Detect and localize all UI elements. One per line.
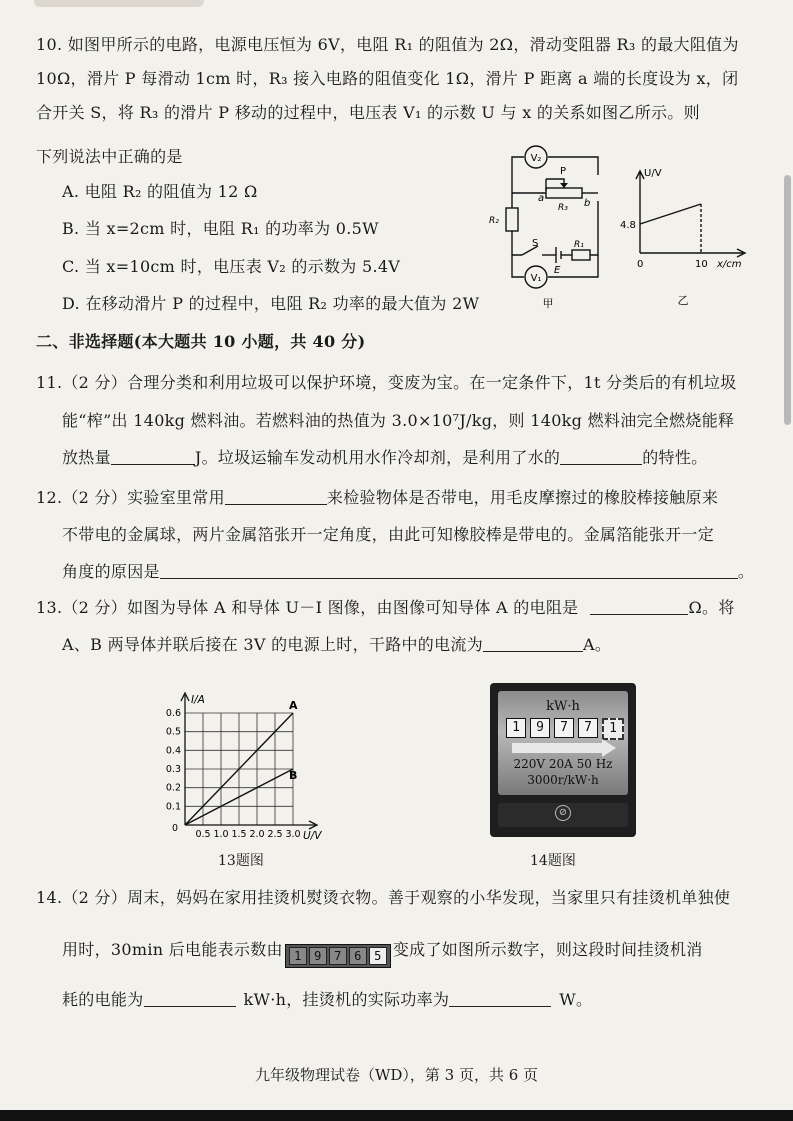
q13-line1 — [36, 598, 735, 618]
meter-spec-constant: 3000r/kW·h — [527, 773, 599, 787]
circuit-caption: 甲 — [542, 297, 554, 310]
q14-line2 — [62, 940, 703, 968]
q14-figure-caption: 14题图 — [530, 853, 576, 869]
screw-icon: ⊘ — [555, 805, 571, 821]
q10-option-a: A. 电阻 R₂ 的阻值为 12 Ω — [62, 182, 258, 201]
q14-text-a: 用时，30min 后电能表示数由 — [62, 940, 283, 959]
q11-blank-property[interactable] — [560, 448, 642, 465]
inline-digit: 9 — [309, 947, 327, 965]
q12-text-b: 来检验物体是否带电，用毛皮摩擦过的橡胶棒接触原来 — [326, 488, 719, 507]
q14-text-d: kW·h，挂烫机的实际功率为 — [243, 990, 450, 1009]
x-tick-label: 1.5 — [231, 829, 247, 840]
page-footer: 九年级物理试卷（WD），第 3 页，共 6 页 — [254, 1066, 539, 1084]
b-label: b — [584, 198, 591, 209]
q10-option-c: C. 当 x=10cm 时，电压表 V₂ 的示数为 5.4V — [62, 257, 401, 276]
graph-caption: 乙 — [677, 294, 689, 307]
q11-line1: 11.（2 分）合理分类和利用垃圾可以保护环境，变废为宝。在一定条件下，1t 分类后的有机垃圾 — [36, 373, 737, 392]
q13-text-d: A。 — [583, 635, 612, 654]
inline-digit-decimal: 5 — [369, 947, 387, 965]
q12-blank-instrument[interactable] — [225, 488, 327, 505]
q10-option-d: D. 在移动滑片 P 的过程中，电阻 R₂ 功率的最大值为 2W — [62, 294, 480, 313]
meter-arrow — [512, 743, 604, 753]
q13-figure-caption: 13题图 — [218, 853, 264, 869]
x-tick-label: 2.0 — [249, 829, 265, 840]
graph-x-tick-0: 0 — [637, 259, 644, 270]
y-tick-label: 0.1 — [165, 801, 181, 813]
q13-text-a: 13.（2 分）如图为导体 A 和导体 U－I 图像，由图像可知导体 A 的电阻是 — [36, 598, 579, 617]
u-x-graph — [618, 163, 758, 313]
e-label: E — [554, 265, 561, 276]
meter-face — [498, 691, 628, 795]
q12-text-c: 角度的原因是 — [62, 562, 160, 581]
y-tick-label: 0.5 — [165, 726, 181, 738]
x-tick-label: 2.5 — [267, 829, 283, 840]
graph-x-tick-10: 10 — [695, 259, 708, 270]
q13-text-c: A、B 两导体并联后接在 3V 的电源上时，干路中的电流为 — [62, 635, 484, 654]
q10-line2: 10Ω，滑片 P 每滑动 1cm 时，R₃ 接入电路的阻值变化 1Ω，滑片 P 距离 a 端的长度设为 x，闭 — [36, 69, 739, 88]
graph-y-tick: 4.8 — [620, 220, 636, 231]
a-label: a — [538, 193, 545, 204]
q11-text-c: 的特性。 — [642, 448, 708, 467]
top-edge-strip — [34, 0, 204, 7]
q11-line3 — [62, 448, 707, 468]
x-tick-label: 3.0 — [285, 829, 301, 840]
inline-digit: 6 — [349, 947, 367, 965]
q14-text-b: 变成了如图所示数字，则这段时间挂烫机消 — [392, 940, 703, 959]
meter-digit: 1 — [506, 718, 526, 738]
meter-arrow-head — [602, 739, 616, 757]
inline-digit: 1 — [289, 947, 307, 965]
v1-label: V₁ — [530, 273, 542, 284]
y-tick-label: 0.4 — [165, 745, 181, 757]
section2-title: 二、非选择题(本大题共 10 小题，共 40 分) — [36, 332, 366, 351]
origin-label: 0 — [171, 823, 179, 834]
meter-digit: 9 — [530, 718, 550, 738]
q14-text-c: 耗的电能为 — [62, 990, 144, 1009]
x-tick-label: 1.0 — [213, 829, 229, 840]
q12-line2: 不带电的金属球，两片金属箔张开一定角度，由此可知橡胶棒是带电的。金属箔能张开一定 — [62, 525, 715, 544]
x-tick-label: 0.5 — [195, 829, 211, 840]
circuit-diagram — [486, 143, 616, 313]
series-label: A — [289, 699, 298, 712]
q11-text-a: 放热量 — [62, 448, 111, 467]
ui-chart — [155, 675, 355, 845]
y-tick-label: 0.6 — [165, 708, 181, 719]
q13-blank-current[interactable] — [483, 635, 583, 652]
series-label: B — [289, 769, 298, 782]
y-tick-label: 0.2 — [165, 782, 181, 794]
q12-blank-reason[interactable] — [160, 562, 738, 579]
q14-line3 — [62, 990, 592, 1010]
y-axis-label: I/A — [191, 694, 205, 706]
q10-line4: 下列说法中正确的是 — [36, 147, 183, 166]
q10-line1: 10. 如图甲所示的电路，电源电压恒为 6V，电阻 R₁ 的阻值为 2Ω，滑动变阻器 R₃ 的最大阻值为 — [36, 35, 739, 54]
q12-line1 — [36, 488, 718, 508]
q10-line3: 合开关 S，将 R₃ 的滑片 P 移动的过程中，电压表 V₁ 的示数 U 与 x 的关系如图乙所示。则 — [36, 103, 700, 122]
meter-digit: 7 — [578, 718, 598, 738]
scrollbar[interactable] — [784, 175, 791, 425]
s-label: S — [532, 238, 539, 249]
inline-meter-reading — [285, 944, 391, 968]
q13-blank-resistance[interactable] — [590, 598, 688, 615]
y-tick-label: 0.3 — [165, 764, 181, 775]
meter-digit: 7 — [554, 718, 574, 738]
q14-blank-power[interactable] — [449, 990, 551, 1007]
q11-line2: 能“榨”出 140kg 燃料油。若燃料油的热值为 3.0×10⁷J/kg，则 140kg 燃料油完全燃烧能释 — [62, 411, 735, 430]
x-axis-label: U/V — [303, 830, 322, 842]
q14-blank-energy[interactable] — [144, 990, 236, 1007]
bottom-edge-bar — [0, 1110, 793, 1121]
q12-text-d: 。 — [737, 562, 755, 581]
q14-text-e: W。 — [559, 990, 593, 1009]
graph-ylabel: U/V — [644, 168, 662, 179]
meter-unit: kW·h — [546, 699, 580, 714]
q11-blank-heat[interactable] — [111, 448, 195, 465]
meter-digits — [506, 718, 624, 740]
r1-label: R₁ — [574, 240, 584, 250]
meter-base — [498, 803, 628, 827]
q11-text-b: J。垃圾运输车发动机用水作冷却剂，是利用了水的 — [194, 448, 561, 467]
q12-text-a: 12.（2 分）实验室里常用 — [36, 488, 225, 507]
graph-xlabel: x/cm — [717, 259, 742, 270]
meter-spec-rating: 220V 20A 50 Hz — [513, 757, 613, 771]
q13-text-b: Ω。将 — [688, 598, 735, 617]
meter-digit-decimal: 1 — [602, 718, 624, 740]
r2-label: R₂ — [489, 216, 499, 226]
r3-label: R₃ — [558, 203, 568, 213]
v2-label: V₂ — [530, 153, 542, 164]
q13-line2 — [62, 635, 611, 655]
p-label: P — [560, 166, 567, 177]
q12-line3 — [62, 562, 754, 582]
q10-option-b: B. 当 x=2cm 时，电阻 R₁ 的功率为 0.5W — [62, 219, 379, 238]
q14-line1: 14.（2 分）周末，妈妈在家用挂烫机熨烫衣物。善于观察的小华发现，当家里只有挂烫机单独使 — [36, 888, 731, 907]
energy-meter-figure — [490, 683, 636, 837]
inline-digit: 7 — [329, 947, 347, 965]
